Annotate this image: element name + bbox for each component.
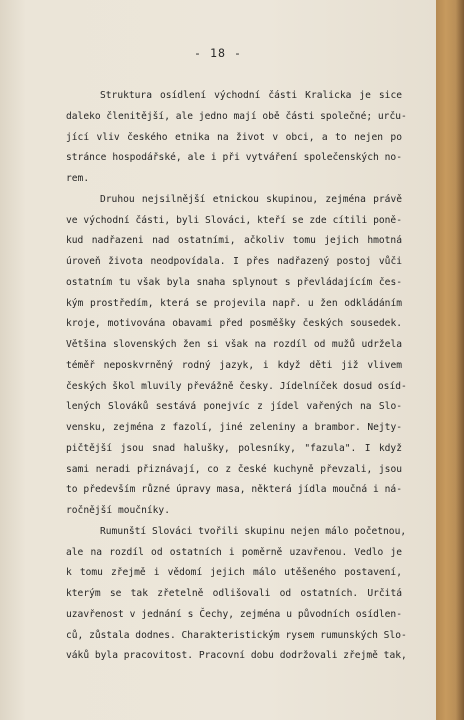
text-line: úroveň života neodpovídala. I přes nadřazený postoj vůči — [66, 256, 402, 267]
text-line: lených Slováků sestává ponejvíc z jídel vařených na Slo- — [66, 401, 402, 413]
text-line: Druhou nejsilnější etnickou skupinou, zejména právě — [100, 193, 402, 205]
text-line: sami neradi přiznávají, co z české kuchyně převzali, jsou — [66, 463, 402, 475]
text-line: stránce hospodářské, ale i při vytváření společenských no- — [66, 152, 402, 164]
text-line: téměř neposkvrněný rodný jazyk, i když děti již vlivem — [66, 359, 402, 371]
text-line: Rumunští Slováci tvořili skupinu nejen málo početnou, — [100, 525, 407, 537]
text-line: ostatním tu však byla snaha splynout s převládajícím čes- — [66, 276, 402, 288]
text-line: pičtější jsou snad halušky, polesníky, "fazula". I když — [66, 442, 402, 454]
text-line: Většina slovenských žen si však na rozdíl od mužů udržela — [66, 339, 402, 350]
page-number: - 18 - — [194, 46, 242, 60]
text-line: kým prostředím, která se projevila např. u žen odkládáním — [66, 297, 402, 309]
text-line: vensku, zejména z fazolí, jiné zeleniny a brambor. Nejty- — [66, 422, 402, 433]
text-line: váků byla pracovitost. Pracovní dobu dodržovali zřejmě tak, — [66, 650, 407, 662]
text-line: daleko členitější, ale jedno mají obě části společné; urču- — [66, 110, 407, 122]
text-line: Struktura osídlení východní části Kralicka je sice — [100, 90, 402, 101]
text-line: jící vliv českého etnika na život v obci, a to nejen po — [66, 131, 402, 143]
text-line: kterým se tak zřetelně odlišovali od ostatních. Určitá — [66, 588, 402, 599]
text-line: ale na rozdíl od ostatních i poměrně uzavřenou. Vedlo je — [66, 546, 402, 558]
text-line: českých škol mluvily převážně česky. Jídelníček dosud osíd- — [66, 380, 407, 392]
text-line: kud nadřazeni nad ostatními, ačkoliv tomu jejich hmotná — [66, 235, 402, 247]
text-line: kroje, motivována obavami před posměšky českých sousedek. — [66, 318, 402, 330]
text-line: k tomu zřejmě i vědomí jejich málo utěšeného postavení, — [66, 567, 402, 579]
text-line: ročnější moučníky. — [66, 505, 170, 516]
text-line: ve východní části, byli Slováci, kteří se zde cítili poně- — [66, 214, 402, 226]
text-line: uzavřenost v jednání s Čechy, zejména u původních osídlen- — [66, 608, 402, 620]
text-line: rem. — [66, 173, 90, 184]
book-edge — [436, 0, 464, 720]
text-line: ců, zůstala dodnes. Charakteristickým rysem rumunských Slo- — [66, 629, 407, 641]
text-line: to především různé úpravy masa, některá jídla moučná i ná- — [66, 484, 402, 496]
